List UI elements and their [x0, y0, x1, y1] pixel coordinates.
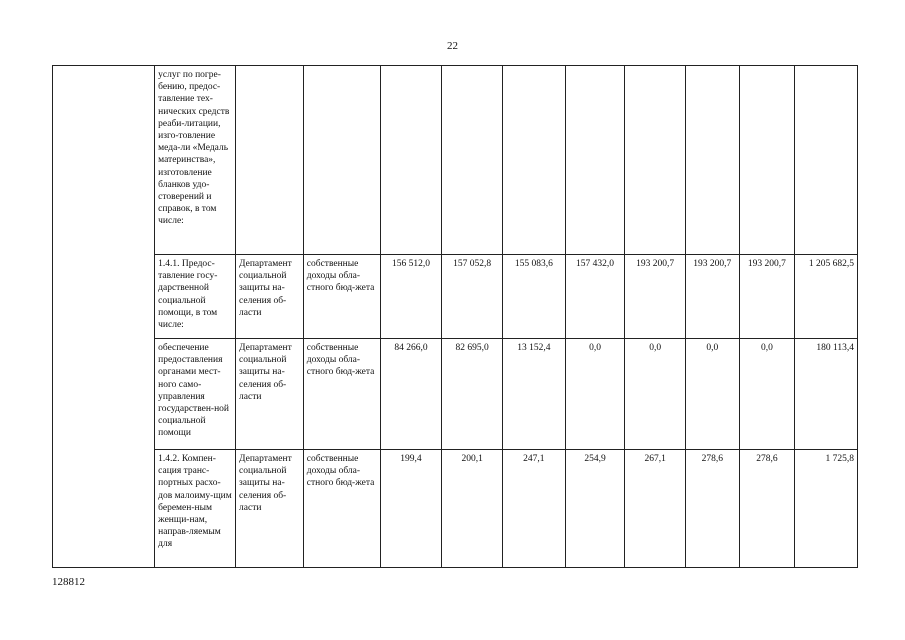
table-row [53, 255, 858, 339]
value-cell: 200,1 [442, 450, 503, 568]
item-name-cell: 1.4.1. Предос-тавление госу-дарственной социальной помощи, в том числе: [155, 255, 236, 339]
funding-source-cell: собственные доходы обла-стного бюд-жета [303, 339, 380, 450]
department-cell: Департамент социальной защиты на-селения об-ласти [236, 339, 304, 450]
value-cell: 0,0 [565, 339, 625, 450]
value-cell: 156 512,0 [380, 255, 442, 339]
value-cell [686, 66, 740, 255]
value-cell [442, 66, 503, 255]
department-cell: Департамент социальной защиты на-селения об-ласти [236, 255, 304, 339]
item-name-cell: обеспечение предоставления органами мест-ного само-управления государствен-ной социальной помощи [155, 339, 236, 450]
budget-table [52, 65, 858, 568]
value-cell: 254,9 [565, 450, 625, 568]
value-cell: 82 695,0 [442, 339, 503, 450]
value-cell: 247,1 [502, 450, 565, 568]
funding-source-cell: собственные доходы обла-стного бюд-жета [303, 450, 380, 568]
value-cell [380, 66, 442, 255]
department-cell [236, 66, 304, 255]
value-cell: 278,6 [739, 450, 795, 568]
value-cell: 193 200,7 [686, 255, 740, 339]
value-cell: 0,0 [739, 339, 795, 450]
total-cell: 180 113,4 [795, 339, 858, 450]
department-cell: Департамент социальной защиты на-селения об-ласти [236, 450, 304, 568]
total-cell: 1 725,8 [795, 450, 858, 568]
value-cell [502, 66, 565, 255]
value-cell: 267,1 [625, 450, 686, 568]
value-cell: 0,0 [686, 339, 740, 450]
total-cell: 1 205 682,5 [795, 255, 858, 339]
value-cell: 193 200,7 [739, 255, 795, 339]
value-cell [565, 66, 625, 255]
funding-source-cell: собственные доходы обла-стного бюд-жета [303, 255, 380, 339]
value-cell: 199,4 [380, 450, 442, 568]
table-row [53, 66, 858, 255]
value-cell: 278,6 [686, 450, 740, 568]
value-cell: 0,0 [625, 339, 686, 450]
value-cell: 84 266,0 [380, 339, 442, 450]
empty-leading-cell [53, 66, 155, 568]
value-cell: 157 432,0 [565, 255, 625, 339]
value-cell: 193 200,7 [625, 255, 686, 339]
table-row [53, 339, 858, 450]
funding-source-cell [303, 66, 380, 255]
value-cell: 155 083,6 [502, 255, 565, 339]
page-number: 22 [447, 40, 458, 52]
value-cell [625, 66, 686, 255]
value-cell: 157 052,8 [442, 255, 503, 339]
value-cell: 13 152,4 [502, 339, 565, 450]
value-cell [739, 66, 795, 255]
total-cell [795, 66, 858, 255]
item-name-cell: услуг по погре-бению, предос-тавление тех-нических средств реаби-литации, изго-товление меда-ли «Медаль материнства», изготовление бланков удо-стоверений и справок, в том числе: [155, 66, 236, 255]
document-code: 128812 [52, 576, 85, 588]
table-row [53, 450, 858, 568]
item-name-cell: 1.4.2. Компен-сация транс-портных расхо-дов малоиму-щим беремен-ным женщи-нам, направ-ляемым для [155, 450, 236, 568]
